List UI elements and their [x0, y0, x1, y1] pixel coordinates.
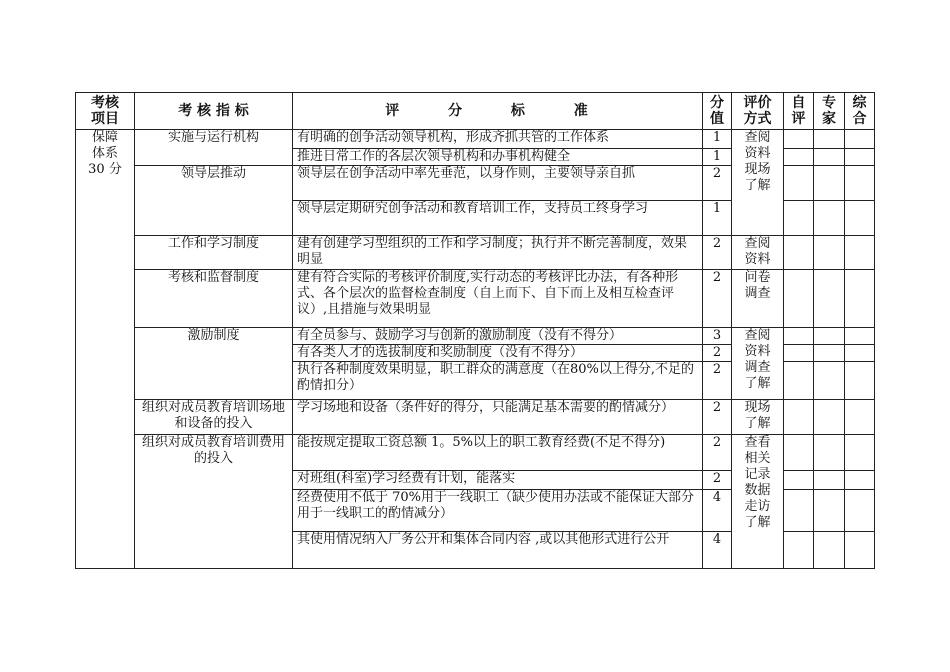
table-row [76, 130, 875, 149]
score-cell: 1 [703, 130, 732, 149]
overall-cell[interactable] [845, 490, 875, 532]
expert-cell[interactable] [814, 328, 845, 345]
self-eval-cell[interactable] [784, 435, 814, 471]
criteria-cell: 推进日常工作的各层次领导机构和办事机构健全 [293, 149, 703, 166]
self-eval-cell[interactable] [784, 471, 814, 490]
expert-cell[interactable] [814, 471, 845, 490]
expert-cell[interactable] [814, 362, 845, 400]
self-eval-cell[interactable] [784, 166, 814, 201]
indicator-cell: 激励制度 [135, 328, 293, 400]
table-row [76, 328, 875, 345]
self-eval-cell[interactable] [784, 400, 814, 435]
expert-cell[interactable] [814, 149, 845, 166]
criteria-cell: 执行各种制度效果明显，职工群众的满意度（在80%以上得分,不足的酌情扣分） [293, 362, 703, 400]
criteria-cell: 建有符合实际的考核评价制度,实行动态的考核评比办法，有各种形式、各个层次的监督检查制度（自上而下、自下而上及相互检查评议）,且措施与效果明显 [293, 270, 703, 328]
score-cell: 2 [703, 400, 732, 435]
overall-cell[interactable] [845, 435, 875, 471]
header-overall: 综 合 [845, 93, 875, 130]
self-eval-cell[interactable] [784, 270, 814, 328]
method-cell: 现场 了解 [732, 400, 784, 435]
header-score: 分 值 [703, 93, 732, 130]
table-row [76, 236, 875, 270]
header-method: 评价 方式 [732, 93, 784, 130]
expert-cell[interactable] [814, 532, 845, 569]
overall-cell[interactable] [845, 400, 875, 435]
score-cell: 2 [703, 345, 732, 362]
indicator-cell: 组织对成员教育培训场地和设备的投入 [135, 400, 293, 435]
criteria-cell: 建有创建学习型组织的工作和学习制度；执行并不断完善制度，效果明显 [293, 236, 703, 270]
self-eval-cell[interactable] [784, 236, 814, 270]
overall-cell[interactable] [845, 362, 875, 400]
overall-cell[interactable] [845, 149, 875, 166]
score-cell: 2 [703, 435, 732, 471]
criteria-cell: 能按规定提取工资总额 1。5%以上的职工教育经费(不足不得分) [293, 435, 703, 471]
criteria-cell: 学习场地和设备（条件好的得分，只能满足基本需要的酌情减分） [293, 400, 703, 435]
indicator-cell: 领导层推动 [135, 166, 293, 236]
indicator-cell: 实施与运行机构 [135, 130, 293, 166]
score-cell: 4 [703, 532, 732, 569]
self-eval-cell[interactable] [784, 532, 814, 569]
score-cell: 2 [703, 236, 732, 270]
criteria-cell: 领导层在创争活动中率先垂范，以身作则，主要领导亲自抓 [293, 166, 703, 201]
header-row [76, 93, 875, 130]
header-expert: 专 家 [814, 93, 845, 130]
method-cell: 查阅 资料 [732, 236, 784, 270]
overall-cell[interactable] [845, 532, 875, 569]
overall-cell[interactable] [845, 345, 875, 362]
self-eval-cell[interactable] [784, 328, 814, 345]
overall-cell[interactable] [845, 328, 875, 345]
overall-cell[interactable] [845, 270, 875, 328]
score-cell: 4 [703, 490, 732, 532]
criteria-cell: 有各类人才的选拔制度和奖励制度（没有不得分） [293, 345, 703, 362]
header-criteria: 评 分 标 准 [293, 93, 703, 130]
expert-cell[interactable] [814, 270, 845, 328]
score-cell: 2 [703, 270, 732, 328]
overall-cell[interactable] [845, 166, 875, 201]
self-eval-cell[interactable] [784, 201, 814, 236]
score-cell: 2 [703, 166, 732, 201]
criteria-cell: 领导层定期研究创争活动和教育培训工作，支持员工终身学习 [293, 201, 703, 236]
self-eval-cell[interactable] [784, 345, 814, 362]
criteria-cell: 对班组(科室)学习经费有计划，能落实 [293, 471, 703, 490]
self-eval-cell[interactable] [784, 362, 814, 400]
overall-cell[interactable] [845, 201, 875, 236]
header-self-eval: 自 评 [784, 93, 814, 130]
overall-cell[interactable] [845, 471, 875, 490]
item-cell: 保障 体系 30 分 [76, 130, 135, 569]
indicator-cell: 组织对成员教育培训费用的投入 [135, 435, 293, 569]
table-row [76, 270, 875, 328]
criteria-cell: 有明确的创争活动领导机构，形成齐抓共管的工作体系 [293, 130, 703, 149]
self-eval-cell[interactable] [784, 490, 814, 532]
criteria-cell: 其使用情况纳入厂务公开和集体合同内容 ,或以其他形式进行公开 [293, 532, 703, 569]
header-indicator: 考 核 指 标 [135, 93, 293, 130]
criteria-cell: 经费使用不低于 70%用于一线职工（缺少使用办法或不能保证大部分用于一线职工的酌情减分） [293, 490, 703, 532]
table-row [76, 435, 875, 471]
criteria-cell: 有全员参与、鼓励学习与创新的激励制度（没有不得分） [293, 328, 703, 345]
expert-cell[interactable] [814, 435, 845, 471]
expert-cell[interactable] [814, 201, 845, 236]
expert-cell[interactable] [814, 166, 845, 201]
score-cell: 2 [703, 471, 732, 490]
self-eval-cell[interactable] [784, 130, 814, 149]
expert-cell[interactable] [814, 130, 845, 149]
expert-cell[interactable] [814, 345, 845, 362]
method-cell: 问卷 调查 [732, 270, 784, 328]
score-cell: 1 [703, 201, 732, 236]
method-cell: 查阅 资料 现场 了解 [732, 130, 784, 236]
method-cell: 查阅 资料 调查 了解 [732, 328, 784, 400]
score-cell: 2 [703, 362, 732, 400]
overall-cell[interactable] [845, 236, 875, 270]
expert-cell[interactable] [814, 236, 845, 270]
method-cell: 查看 相关 记录 数据 走访 了解 [732, 435, 784, 569]
evaluation-table [75, 92, 875, 569]
expert-cell[interactable] [814, 490, 845, 532]
indicator-cell: 考核和监督制度 [135, 270, 293, 328]
overall-cell[interactable] [845, 130, 875, 149]
indicator-cell: 工作和学习制度 [135, 236, 293, 270]
score-cell: 1 [703, 149, 732, 166]
table-row [76, 400, 875, 435]
header-item: 考核 项目 [76, 93, 135, 130]
score-cell: 3 [703, 328, 732, 345]
expert-cell[interactable] [814, 400, 845, 435]
self-eval-cell[interactable] [784, 149, 814, 166]
